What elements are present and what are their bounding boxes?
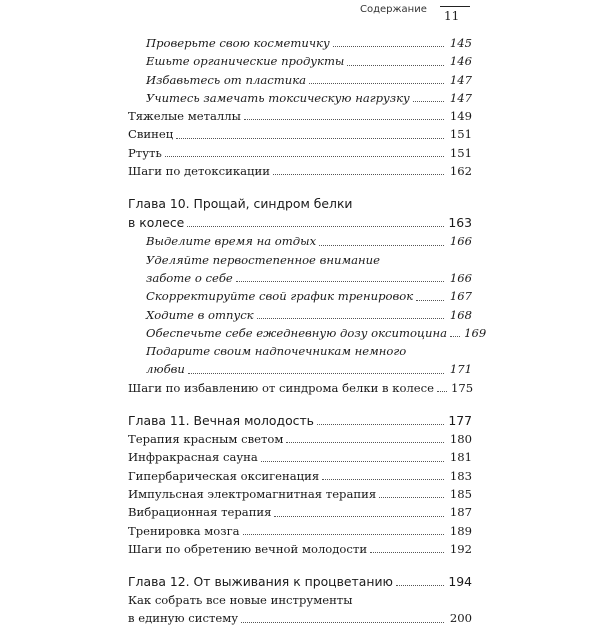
chapter-page: 177: [448, 413, 472, 429]
leader-dots: [257, 318, 444, 319]
toc-entry-label: Шаги по обретению вечной молодости: [128, 540, 370, 558]
toc-entry-page: 145: [449, 36, 472, 50]
leader-dots: [317, 424, 444, 425]
section-gap: [128, 397, 472, 411]
toc-entry-page: 183: [449, 468, 472, 483]
toc-entry-label: Выделите время на отдых: [146, 232, 319, 250]
chapter-page: 163: [448, 215, 472, 231]
toc-entry[interactable]: [128, 162, 472, 180]
toc-entry[interactable]: [128, 522, 472, 540]
toc-entry[interactable]: [128, 448, 472, 466]
toc-entry-page: 200: [449, 611, 472, 626]
page-header: [0, 0, 600, 30]
toc-entry[interactable]: [128, 485, 472, 503]
toc-entry-page: 169: [464, 325, 487, 340]
header-rule: [440, 6, 470, 7]
toc-entry-page: 181: [449, 450, 472, 465]
toc-entry[interactable]: [128, 107, 472, 125]
toc-entry[interactable]: [128, 71, 472, 89]
leader-dots: [188, 373, 444, 374]
toc-entry-page: 147: [449, 72, 472, 87]
leader-dots: [396, 585, 444, 586]
toc-entry-line[interactable]: Уделяйте первостепенное внимание: [146, 252, 380, 267]
toc-entry-page: 147: [449, 90, 472, 105]
toc-entry-page: 151: [449, 145, 472, 160]
toc-entry-page: 175: [451, 380, 474, 395]
toc-entry-label: Тренировка мозга: [128, 522, 243, 540]
page-number: 11: [444, 9, 460, 23]
chapter-title-line[interactable]: Глава 10. Прощай, синдром белки: [128, 196, 353, 212]
toc-entry-page: 151: [449, 127, 472, 142]
section-gap: [128, 180, 472, 194]
chapter-title: Глава 12. От выживания к процветанию: [128, 572, 396, 591]
toc-entry-page: 162: [449, 164, 472, 179]
toc-entry[interactable]: [128, 467, 472, 485]
toc-entry-label: Ртуть: [128, 144, 165, 162]
leader-dots: [176, 138, 444, 139]
toc-entry-label: Скорректируйте свой график тренировок: [146, 287, 416, 305]
toc-entry-line[interactable]: Подарите своим надпочечникам немного: [146, 344, 407, 359]
leader-dots: [187, 226, 444, 227]
toc-entry[interactable]: [128, 269, 472, 287]
toc-entry-page: 166: [449, 234, 472, 249]
chapter-entry[interactable]: [128, 572, 472, 591]
leader-dots: [274, 516, 444, 517]
toc-entry-page: 185: [449, 486, 472, 501]
leader-dots: [273, 174, 444, 175]
toc-entry-page: 189: [449, 523, 472, 538]
section-gap: [128, 558, 472, 572]
toc-entry-label: Обеспечьте себе ежедневную дозу окситоцина: [146, 324, 450, 342]
running-header: Содержание: [360, 4, 427, 15]
leader-dots: [416, 300, 444, 301]
toc-entry-page: 171: [449, 362, 472, 377]
toc-entry[interactable]: [128, 232, 472, 250]
chapter-title: Глава 11. Вечная молодость: [128, 411, 317, 430]
toc-entry-label: Импульсная электромагнитная терапия: [128, 485, 379, 503]
toc-entry-label: любви: [146, 360, 188, 378]
table-of-contents: [128, 34, 487, 628]
toc-entry[interactable]: [128, 125, 472, 143]
toc-entry-label: Ешьте органические продукты: [146, 52, 347, 70]
toc-entry-label: Шаги по избавлению от синдрома белки в колесе: [128, 379, 437, 397]
leader-dots: [347, 65, 444, 66]
leader-dots: [244, 119, 444, 120]
toc-entry-label: Терапия красным светом: [128, 430, 286, 448]
leader-dots: [165, 156, 444, 157]
toc-entry-label: Учитесь замечать токсическую нагрузку: [146, 89, 413, 107]
toc-entry[interactable]: [128, 430, 472, 448]
toc-entry-label: Тяжелые металлы: [128, 107, 244, 125]
leader-dots: [437, 391, 447, 392]
toc-entry[interactable]: [128, 503, 472, 521]
toc-entry-label: в единую систему: [128, 609, 241, 627]
toc-entry-label: заботе о себе: [146, 269, 236, 287]
leader-dots: [261, 461, 444, 462]
toc-entry-label: Гипербарическая оксигенация: [128, 467, 322, 485]
leader-dots: [286, 442, 444, 443]
toc-entry[interactable]: [128, 360, 472, 378]
leader-dots: [333, 46, 444, 47]
toc-entry-page: 149: [449, 109, 472, 124]
toc-entry-page: 168: [449, 307, 472, 322]
chapter-entry[interactable]: [128, 213, 472, 232]
leader-dots: [236, 281, 444, 282]
chapter-entry[interactable]: [128, 411, 472, 430]
toc-entry-label: Избавьтесь от пластика: [146, 71, 309, 89]
toc-entry-label: Шаги по детоксикации: [128, 162, 273, 180]
chapter-title: в колесе: [128, 213, 187, 232]
toc-entry[interactable]: [128, 287, 472, 305]
toc-entry-page: 180: [449, 432, 472, 447]
leader-dots: [319, 245, 444, 246]
leader-dots: [450, 336, 460, 337]
toc-entry-page: 166: [449, 270, 472, 285]
toc-entry-line[interactable]: Как собрать все новые инструменты: [128, 593, 353, 608]
toc-entry-page: 167: [449, 289, 472, 304]
toc-entry-page: 192: [449, 541, 472, 556]
toc-entry-page: 146: [449, 54, 472, 69]
toc-entry[interactable]: [128, 609, 472, 627]
toc-entry-label: Свинец: [128, 125, 176, 143]
toc-entry[interactable]: [128, 52, 472, 70]
toc-entry[interactable]: [128, 540, 472, 558]
chapter-page: 194: [448, 574, 472, 590]
toc-entry[interactable]: [128, 34, 472, 52]
toc-entry[interactable]: [128, 89, 472, 107]
leader-dots: [241, 622, 444, 623]
leader-dots: [322, 479, 444, 480]
toc-entry-label: Инфракрасная сауна: [128, 448, 261, 466]
leader-dots: [309, 83, 444, 84]
leader-dots: [243, 534, 444, 535]
leader-dots: [413, 101, 444, 102]
toc-entry[interactable]: [128, 379, 472, 397]
toc-entry[interactable]: [128, 306, 472, 324]
leader-dots: [370, 552, 444, 553]
toc-entry-page: 187: [449, 505, 472, 520]
toc-entry-label: Проверьте свою косметичку: [146, 34, 333, 52]
toc-entry-label: Ходите в отпуск: [146, 306, 257, 324]
toc-entry-label: Вибрационная терапия: [128, 503, 274, 521]
toc-entry[interactable]: [128, 324, 487, 342]
toc-entry[interactable]: [128, 144, 472, 162]
leader-dots: [379, 497, 444, 498]
